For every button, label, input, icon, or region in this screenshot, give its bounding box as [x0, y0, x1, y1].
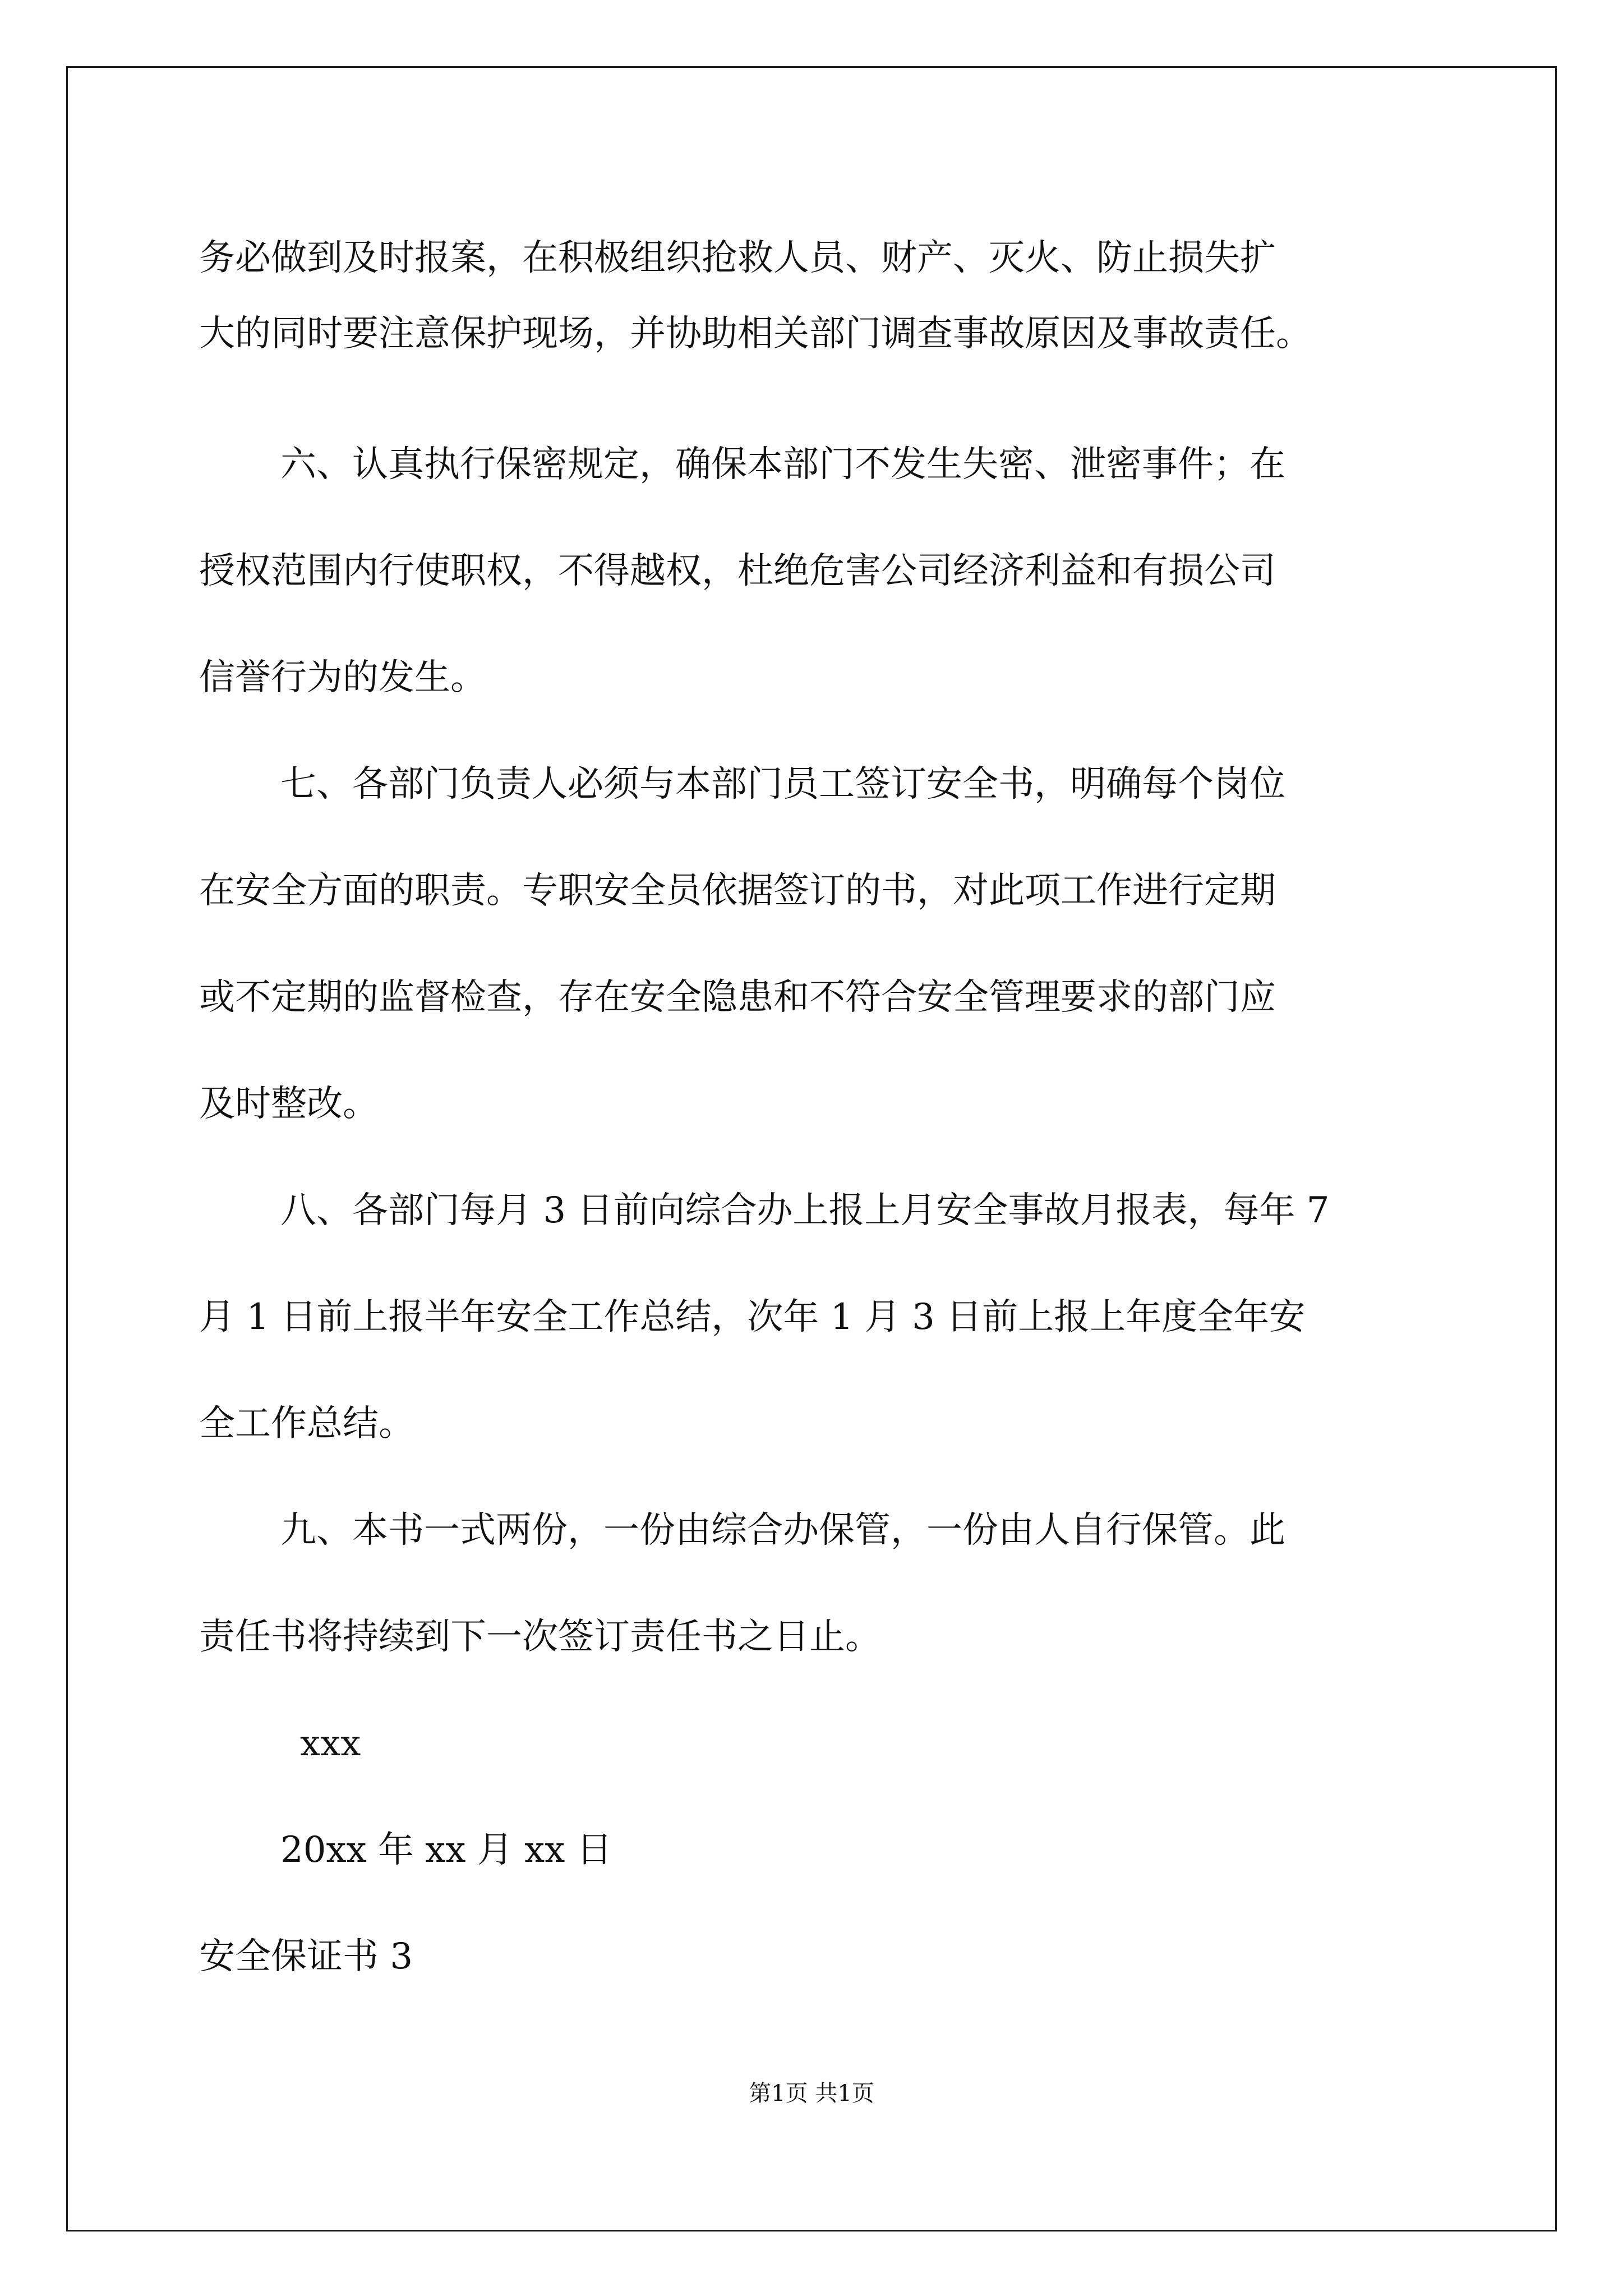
section-heading: 安全保证书 3: [199, 1936, 413, 1977]
text-line: 责任书将持续到下一次签订责任书之日止。: [199, 1616, 881, 1658]
text-line: 及时整改。: [199, 1083, 379, 1125]
text-line: 信誉行为的发生。: [199, 657, 486, 698]
text-line: 务必做到及时报案，在积极组织抢救人员、财产、灭火、防止损失扩: [199, 237, 1276, 279]
signature-name: xxx: [300, 1723, 361, 1764]
page-border: [66, 66, 1557, 2231]
text-line: 七、各部门负责人必须与本部门员工签订安全书，明确每个岗位: [280, 763, 1285, 805]
text-line: 月 1 日前上报半年安全工作总结，次年 1 月 3 日前上报上年度全年安: [199, 1296, 1306, 1338]
text-line: 或不定期的监督检查，存在安全隐患和不符合安全管理要求的部门应: [199, 977, 1276, 1018]
page-footer: [0, 2077, 1623, 2110]
text-line: 在安全方面的职责。专职安全员依据签订的书，对此项工作进行定期: [199, 870, 1276, 912]
text-line: 大的同时要注意保护现场，并协助相关部门调查事故原因及事故责任。: [199, 313, 1312, 355]
page-number: 第1页 共1页: [749, 2081, 874, 2106]
text-line: 授权范围内行使职权，不得越权，杜绝危害公司经济利益和有损公司: [199, 550, 1276, 592]
text-line: 六、认真执行保密规定，确保本部门不发生失密、泄密事件；在: [280, 444, 1285, 485]
text-line: 全工作总结。: [199, 1403, 414, 1444]
text-line: 八、各部门每月 3 日前向综合办上报上月安全事故月报表，每年 7: [280, 1190, 1330, 1231]
signature-date: 20xx 年 xx 月 xx 日: [280, 1829, 612, 1871]
text-line: 九、本书一式两份，一份由综合办保管，一份由人自行保管。此: [280, 1510, 1285, 1551]
